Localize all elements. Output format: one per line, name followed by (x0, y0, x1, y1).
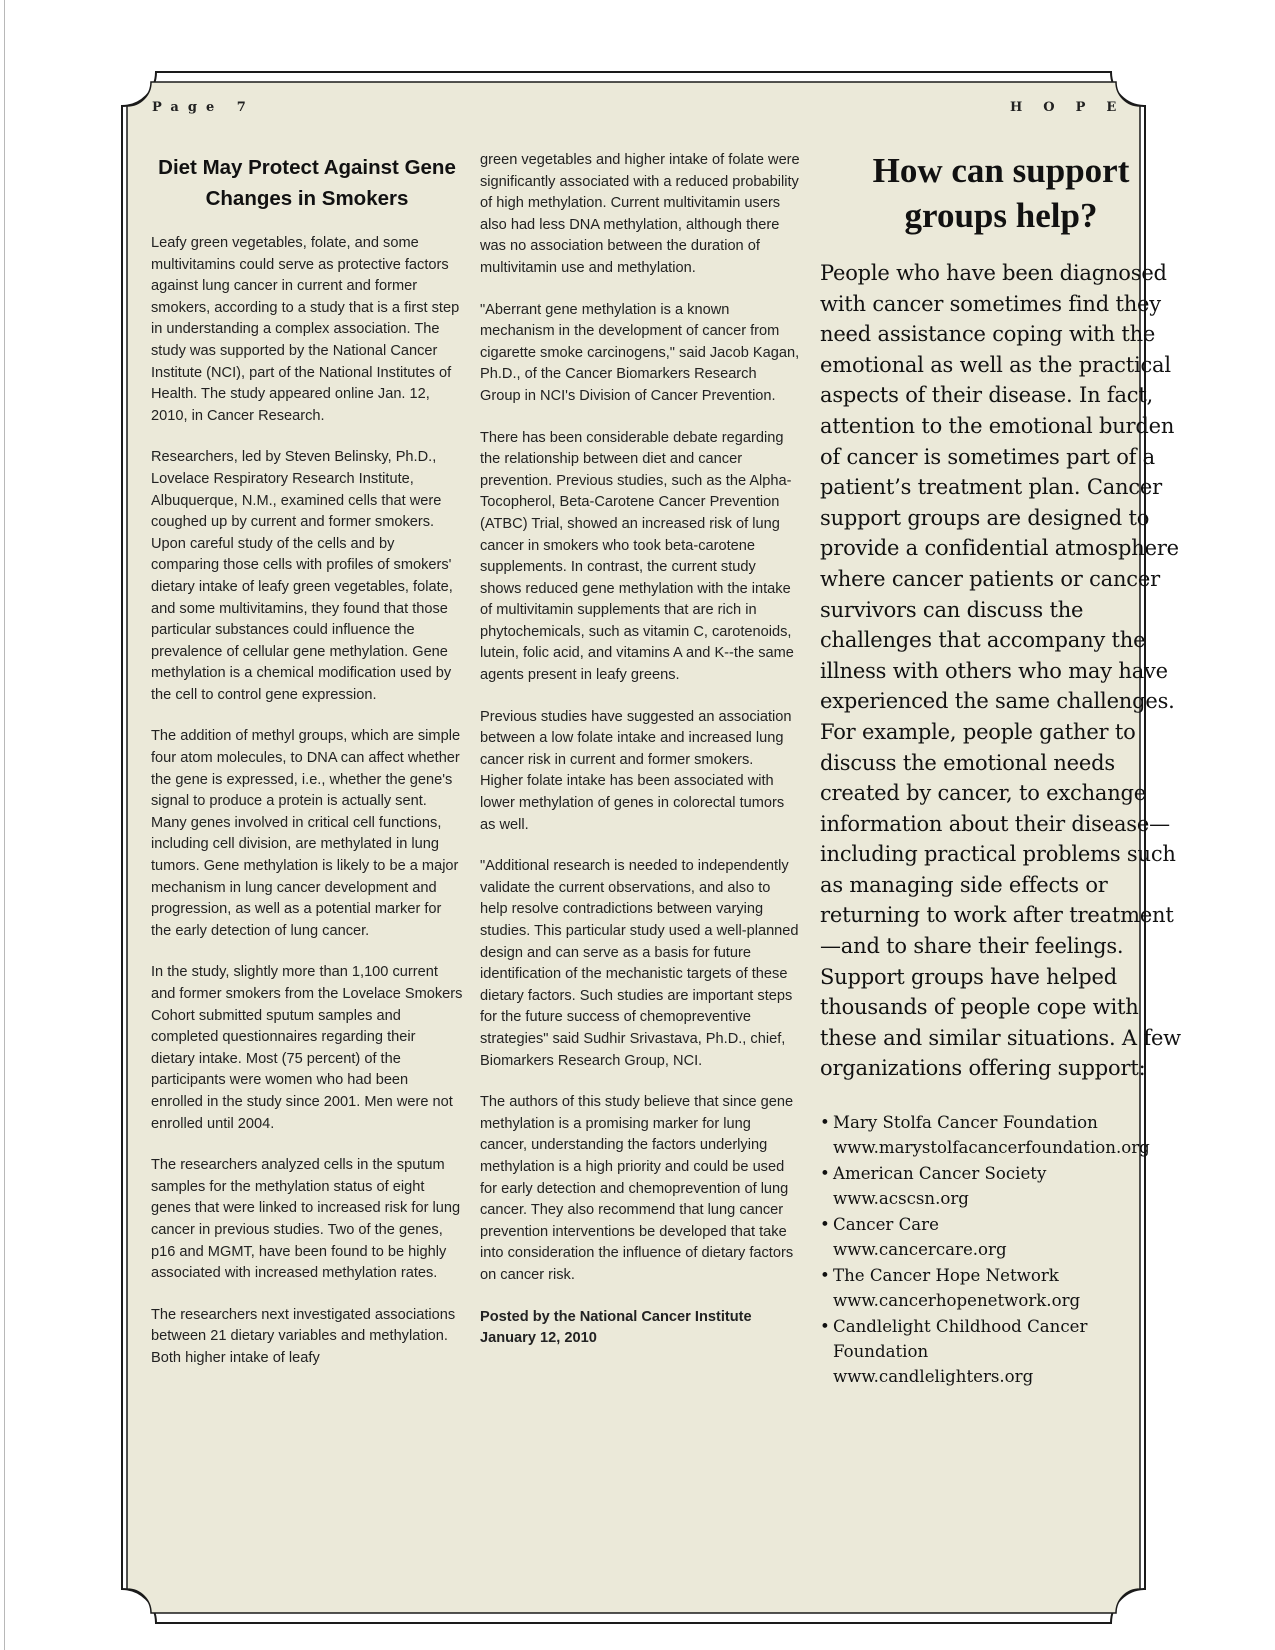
sidebar-body: People who have been diagnosed with cancer sometimes find they need assistance coping with the emotional as well as the practical aspects of their disease. In fact, attention to the emotional burden of cancer is sometimes part of a patient’s treatment plan. Cancer support groups are designed to provide a confidential atmosphere where cancer patients or cancer survivors can discuss the challenges that accompany the illness with others who may have experienced the same challenges. For example, people gather to discuss the emotional needs created by cancer, to exchange information about their disease—including practical problems such as managing side effects or returning to work after treatment—and to share their feelings. Support groups have helped thousands of people cope with these and similar situations. A few organizations offering support: (820, 261, 1181, 1081)
organization-name: The Cancer Hope Network (833, 1266, 1059, 1286)
bullet-icon: • (820, 1317, 830, 1337)
article-paragraph: The researchers next investigated associations between 21 dietary variables and methylation. Both higher intake of leafy (151, 1306, 456, 1366)
organization-item (820, 1314, 1182, 1389)
sidebar-title: How can support groups help? (872, 151, 1130, 235)
article-paragraph: In the study, slightly more than 1,100 current and former smokers from the Lovelace Smokers Cohort submitted sputum samples and completed questionnaires regarding their dietary intake. Most (75 percent) of the participants were women who had been enrolled in the study since 2001. Men were not enrolled until 2004. (151, 964, 463, 1132)
article-paragraph: "Additional research is needed to independently validate the current observations, and also to help resolve contradictions between varying studies. This particular study used a well-planned design and can serve as a basis for future identification of the mechanistic targets of these dietary factors. Such studies are important steps for the future success of chemopreventive strategies" said Sudhir Srivastava, Ph.D., chief, Biomarkers Research Group, NCI. (480, 858, 799, 1069)
organization-url: www.marystolfacancerfoundation.org (833, 1138, 1150, 1158)
article-paragraph: Researchers, led by Steven Belinsky, Ph.D., Lovelace Respiratory Research Institute, Albuquerque, N.M., examined cells that were coughed up by current and former smokers. Upon careful study of the cells and by comparing those cells with profiles of smokers' dietary intake of leafy green vegetables, folate, and some multivitamins, they found that those particular substances could influence the prevalence of cellular gene methylation. Gene methylation is a chemical modification used by the cell to control gene expression. (151, 449, 453, 703)
organization-url: www.cancercare.org (833, 1240, 1007, 1260)
organization-name: American Cancer Society (833, 1164, 1047, 1184)
article-paragraph: The authors of this study believe that since gene methylation is a promising marker for lung cancer, understanding the factors underlying methylation is a high priority and could be used for early detection and chemoprevention of lung cancer. They also recommend that lung cancer prevention interventions be developed that take into consideration the influence of dietary factors on cancer risk. (480, 1094, 794, 1283)
organization-item (820, 1161, 1182, 1211)
organization-name: Candlelight Childhood Cancer Foundation (833, 1317, 1088, 1362)
organization-list (820, 1110, 1182, 1389)
article-column-1 (151, 152, 463, 1390)
article-column-2 (480, 150, 800, 1350)
organization-url: www.acscsn.org (833, 1189, 969, 1209)
organization-item (820, 1110, 1182, 1160)
bullet-icon: • (820, 1113, 830, 1133)
bullet-icon: • (820, 1266, 830, 1286)
sidebar-support-groups (820, 148, 1182, 1390)
article-paragraph: Previous studies have suggested an association between a low folate intake and increased lung cancer risk in current and former smokers. Higher folate intake has been associated with lower methylation of genes in colorectal tumors as well. (480, 708, 792, 833)
bullet-icon: • (820, 1164, 830, 1184)
bullet-icon: • (820, 1215, 830, 1235)
organization-name: Mary Stolfa Cancer Foundation (833, 1113, 1098, 1133)
page-number-label: Page 7 (152, 100, 255, 115)
organization-item (820, 1263, 1182, 1313)
article-col2-paragraphs (480, 150, 800, 1287)
organization-url: www.cancerhopenetwork.org (833, 1291, 1081, 1311)
article-col1-paragraphs (151, 233, 463, 1370)
article-paragraph: Leafy green vegetables, folate, and some multivitamins could serve as protective factors against lung cancer in current and former smokers, according to a study that is a first step in understanding a complex association. The study was supported by the National Cancer Institute (NCI), part of the National Institutes of Health. The study appeared online Jan. 12, 2010, in Cancer Research. (151, 235, 460, 424)
byline-date: January 12, 2010 (480, 1330, 597, 1347)
organization-url: www.candlelighters.org (833, 1367, 1034, 1387)
article-paragraph: green vegetables and higher intake of folate were significantly associated with a reduced probability of high methylation. Current multivitamin users also had less DNA methylation, although there was no association between the duration of multivitamin use and methylation. (480, 152, 800, 276)
organization-name: Cancer Care (833, 1215, 939, 1235)
article-paragraph: The researchers analyzed cells in the sputum samples for the methylation status of eight genes that were linked to increased risk for lung cancer in previous studies. Two of the genes, p16 and MGMT, have been found to be highly associated with increased methylation rates. (151, 1157, 461, 1282)
byline-source: Posted by the National Cancer Institute (480, 1308, 752, 1325)
article-paragraph: There has been considerable debate regarding the relationship between diet and cancer prevention. Previous studies, such as the Alpha-Tocopherol, Beta-Carotene Cancer Prevention (ATBC) Trial, showed an increased risk of lung cancer in smokers who took beta-carotene supplements. In contrast, the current study shows reduced gene methylation with the intake of multivitamin supplements that are rich in phytochemicals, such as vitamin C, carotenoids, lutein, folic acid, and vitamins A and K--the same agents present in leafy greens. (480, 429, 794, 684)
article-byline (480, 1307, 800, 1350)
newsletter-name: HOPE (1010, 100, 1138, 115)
article-title: Diet May Protect Against Gene Changes in Smokers (158, 156, 456, 210)
article-paragraph: The addition of methyl groups, which are simple four atom molecules, to DNA can affect whether the gene is expressed, i.e., whether the gene's signal to produce a protein is actually sent. Many genes involved in critical cell functions, including cell division, are methylated in lung tumors. Gene methylation is likely to be a major mechanism in lung cancer development and progression, as well as a potential marker for the early detection of lung cancer. (151, 728, 461, 939)
article-paragraph: "Aberrant gene methylation is a known mechanism in the development of cancer from cigarette smoke carcinogens," said Jacob Kagan, Ph.D., of the Cancer Biomarkers Research Group in NCI's Division of Cancer Prevention. (480, 301, 800, 404)
organization-item (820, 1212, 1182, 1262)
